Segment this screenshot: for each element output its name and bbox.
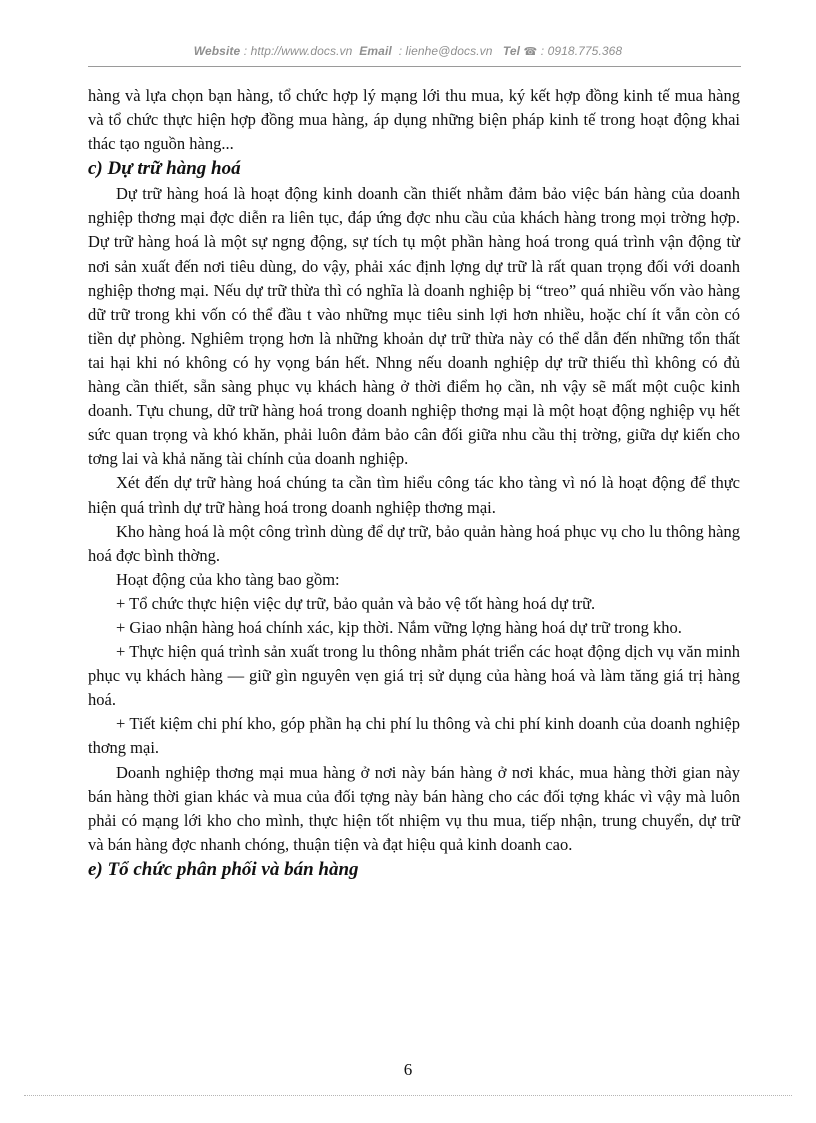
email-address[interactable]: : lienhe@docs.vn [398, 44, 493, 58]
document-body [88, 84, 740, 883]
list-item: + Tổ chức thực hiện việc dự trữ, bảo quản và bảo vệ tốt hàng hoá dự trữ. [116, 593, 596, 613]
list-item: + Thực hiện quá trình sản xuất trong lu thông nhằm phát triển các hoạt động dịch vụ văn minh phục vụ khách hàng — giữ gìn nguyên vẹn giá trị sử dụng của hàng hoá và làm tăng giá trị hàng hoá. [88, 642, 740, 710]
paragraph: Kho hàng hoá là một công trình dùng để dự trữ, bảo quản hàng hoá phục vụ cho lu thông hàng hoá đợc bình thờng. [88, 521, 740, 565]
website-url[interactable]: : http://www.docs.vn [243, 44, 353, 58]
list-item: + Tiết kiệm chi phí kho, góp phần hạ chi phí lu thông và chi phí kinh doanh của doanh nghiệp thơng mại. [88, 714, 740, 758]
paragraph: Xét đến dự trữ hàng hoá chúng ta cần tìm hiểu công tác kho tàng vì nó là hoạt động để thực hiện quá trình dự trữ hàng hoá trong doanh nghiệp thơng mại. [88, 473, 740, 517]
tel-label: Tel [502, 44, 521, 58]
tel-number: : 0918.775.368 [540, 44, 623, 58]
phone-icon: ☎ [523, 46, 538, 58]
paragraph: Doanh nghiệp thơng mại mua hàng ở nơi này bán hàng ở nơi khác, mua hàng thời gian này bán hàng thời gian khác và mua của đối tợng này bán hàng cho các đối tợng khác vì vậy mà luôn phải có mạng lới kho cho mình, thực hiện tốt nhiệm vụ thu mua, tiếp nhận, trung chuyển, dự trữ và bán hàng đợc nhanh chóng, thuận tiện và đạt hiệu quả kinh doanh cao. [88, 762, 740, 854]
paragraph: Hoạt động của kho tàng bao gồm: [116, 569, 340, 589]
list-item: + Giao nhận hàng hoá chính xác, kịp thời. Nắm vững lợng hàng hoá dự trữ trong kho. [116, 617, 682, 637]
paragraph: Dự trữ hàng hoá là hoạt động kinh doanh cần thiết nhằm đảm bảo việc bán hàng của doanh nghiệp thơng mại đợc diễn ra liên tục, đáp ứng đợc nhu cầu của khách hàng trong mọi trờng hợp. Dự trữ hàng hoá là một sự ngng động, sự tích tụ một phần hàng hoá trong quá trình vận động từ nơi sản xuất đến nơi tiêu dùng, do vậy, phải xác định lợng dự trữ là rất quan trọng đối với doanh nghiệp thơng mại. Nếu dự trữ thừa thì có nghĩa là doanh nghiệp bị “treo” quá nhiều vốn vào hàng dữ trữ trong khi vốn có thể đầu t vào những mục tiêu sinh lợi hơn nhiều, hoặc chí ít vẫn còn có tiền dự phòng. Nghiêm trọng hơn là những khoản dự trữ thừa này có thể dẫn đến những tổn thất tai hại khi nó không có hy vọng bán hết. Nhng nếu doanh nghiệp dự trữ thiếu thì không có đủ hàng cần thiết, sẵn sàng phục vụ khách hàng ở thời điểm họ cần, nh vậy sẽ mất một cuộc kinh doanh. Tựu chung, dữ trữ hàng hoá trong doanh nghiệp thơng mại là một hoạt động nghiệp vụ hết sức quan trọng và khó khăn, phải luôn đảm bảo cân đối giữa nhu cầu thị trờng, giữa dự kiến cho tơng lai và khả năng tài chính của doanh nghiệp. [88, 184, 740, 469]
section-heading-e: e) Tổ chức phân phối và bán hàng [88, 858, 359, 880]
email-label: Email [359, 44, 392, 58]
section-heading-c: c) Dự trữ hàng hoá [88, 158, 241, 180]
paragraph: hàng và lựa chọn bạn hàng, tổ chức hợp lý mạng lới thu mua, ký kết hợp đồng kinh tế mua hàng và tổ chức thực hiện hợp đồng mua hàng, áp dụng những biện pháp kinh tế trong hoạt động khai thác tạo nguồn hàng... [88, 86, 740, 154]
page-number: 6 [403, 1060, 413, 1079]
page-header [0, 44, 816, 58]
footer-divider [24, 1095, 792, 1096]
header-divider [88, 66, 741, 67]
website-label: Website [193, 44, 241, 58]
